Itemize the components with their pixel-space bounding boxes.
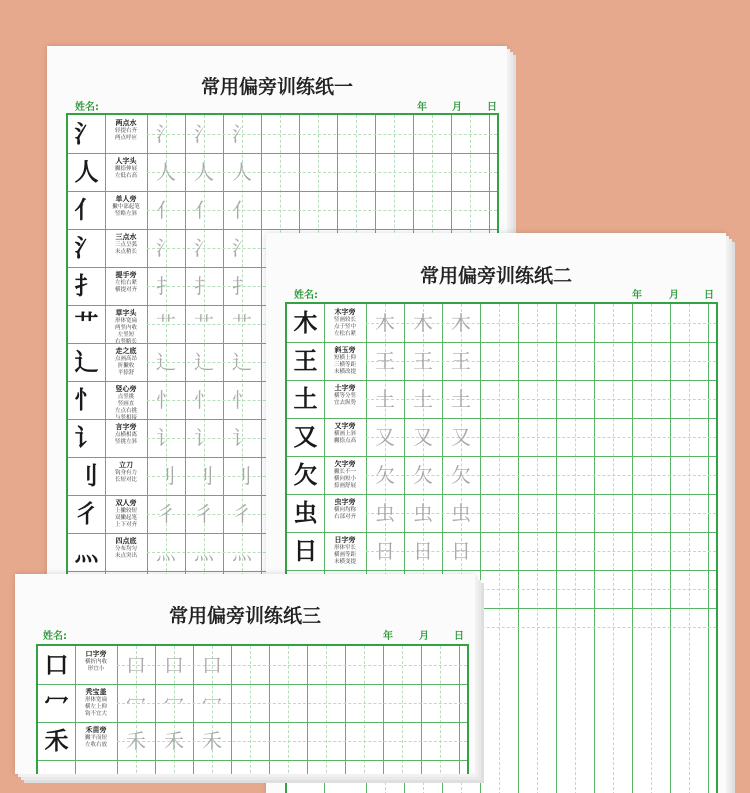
radical-tip: 轻提右齐 两点呼应 <box>114 128 137 141</box>
radical-info <box>105 229 147 267</box>
day-label: 日 <box>454 631 464 642</box>
radical-info <box>75 760 117 774</box>
trace-character: 氵 <box>156 236 176 260</box>
trace-character: 讠 <box>194 426 214 450</box>
model-character: 土 <box>293 384 318 413</box>
trace-character: 彳 <box>232 502 252 526</box>
trace-character: 刂 <box>232 464 252 488</box>
trace-character: 艹 <box>156 312 176 336</box>
trace-character: 氵 <box>156 122 176 146</box>
radical-tip: 点横相离 竖挑左斜 <box>114 432 137 445</box>
trace-character: 王 <box>413 349 433 373</box>
grid-guide <box>537 304 538 793</box>
trace-character: 土 <box>375 387 395 411</box>
radical-name: 言字旁 <box>115 423 137 431</box>
trace-character: 扌 <box>194 274 214 298</box>
month-label: 月 <box>419 631 429 642</box>
radical-name: 四点底 <box>115 537 137 545</box>
practice-sheet-3 <box>15 574 475 774</box>
radical-info <box>105 495 147 533</box>
model-character: 刂 <box>74 461 99 490</box>
radical-info <box>105 191 147 229</box>
grid-line <box>556 304 557 793</box>
grid-guide <box>575 304 576 793</box>
grid-line <box>287 570 716 571</box>
trace-character: 辶 <box>194 350 214 374</box>
name-label: 姓名: <box>294 290 318 301</box>
year-label: 年 <box>417 102 427 113</box>
grid-line <box>632 304 633 793</box>
radical-info <box>105 153 147 191</box>
radical-name: 提手旁 <box>115 271 137 279</box>
trace-character: 辶 <box>156 350 176 374</box>
model-character: 扌 <box>74 271 99 300</box>
name-label: 姓名: <box>75 102 99 113</box>
grid-guide <box>651 304 652 793</box>
trace-character: 灬 <box>156 540 176 564</box>
trace-character: 日 <box>375 539 395 563</box>
trace-character: 日 <box>413 539 433 563</box>
radical-tip: 撇平而短 左收右放 <box>84 735 107 748</box>
model-character: 又 <box>293 422 318 451</box>
trace-character: 人 <box>156 160 176 184</box>
radical-info <box>105 115 147 153</box>
radical-name: 禾苗旁 <box>85 726 107 734</box>
model-character: 彳 <box>74 499 99 528</box>
radical-tip: 横向均称 右部对齐 <box>333 507 356 520</box>
name-label: 姓名: <box>43 631 67 642</box>
model-character: 冖 <box>44 688 69 717</box>
model-character: 氵 <box>74 233 99 262</box>
trace-character: 冖 <box>202 691 222 715</box>
model-character: 日 <box>293 536 318 565</box>
radical-tip: 左松右紧 横提对齐 <box>114 280 137 293</box>
grid-guide <box>499 304 500 793</box>
year-label: 年 <box>632 290 642 301</box>
grid-line <box>518 304 519 793</box>
radical-info <box>324 380 366 418</box>
model-character: 木 <box>293 308 318 337</box>
trace-character: 彳 <box>156 502 176 526</box>
trace-character: 土 <box>451 387 471 411</box>
radical-name: 人字头 <box>115 157 137 165</box>
trace-character: 王 <box>375 349 395 373</box>
radical-info <box>105 419 147 457</box>
radical-info <box>75 646 117 684</box>
radical-name: 日字旁 <box>334 536 356 544</box>
month-label: 月 <box>452 102 462 113</box>
radical-tip: 钩身有力 长短对比 <box>114 470 137 483</box>
trace-character: 木 <box>413 311 433 335</box>
model-character: 辶 <box>74 347 99 376</box>
radical-name: 双人旁 <box>115 499 137 507</box>
trace-character: 氵 <box>232 236 252 260</box>
sheet-title: 常用偏旁训练纸三 <box>168 605 321 627</box>
model-character: 禾 <box>44 726 69 755</box>
model-character: 口 <box>44 650 69 679</box>
radical-name: 土字旁 <box>334 384 356 392</box>
model-character: 人 <box>74 157 99 186</box>
radical-tip: 撇捺伸展 左低右高 <box>114 166 137 179</box>
model-character: 亻 <box>74 195 99 224</box>
radical-info <box>324 342 366 380</box>
trace-character: 亻 <box>194 198 214 222</box>
trace-character: 又 <box>413 425 433 449</box>
trace-character: 虫 <box>375 501 395 525</box>
grid-guide <box>689 304 690 793</box>
trace-character: 欠 <box>413 463 433 487</box>
radical-tip: 三点呈弧 末点稍长 <box>114 242 137 255</box>
model-character: 虫 <box>293 498 318 527</box>
radical-name: 又字旁 <box>334 422 356 430</box>
radical-tip: 形体窄长 横画等距 末横变提 <box>333 545 356 565</box>
radical-tip: 分布均匀 末点突出 <box>114 546 137 559</box>
radical-info <box>105 305 147 343</box>
radical-info <box>75 722 117 760</box>
radical-tip: 形体宽扁 两竖内收 左竖短 右竖略长 <box>114 318 137 345</box>
trace-character: 彳 <box>194 502 214 526</box>
grid-line <box>670 304 671 793</box>
trace-character: 忄 <box>194 388 214 412</box>
model-character: 王 <box>293 346 318 375</box>
radical-tip: 上撇较短 双撇起笔 上下对齐 <box>114 508 137 528</box>
radical-tip: 形体宽扁 横左上仰 钩不宜大 <box>84 697 107 717</box>
trace-character: 艹 <box>232 312 252 336</box>
radical-info <box>324 418 366 456</box>
trace-character: 又 <box>451 425 471 449</box>
radical-name: 单人旁 <box>115 195 137 203</box>
trace-character: 讠 <box>232 426 252 450</box>
month-label: 月 <box>669 290 679 301</box>
trace-character: 虫 <box>413 501 433 525</box>
grid-line <box>480 304 481 793</box>
trace-character: 氵 <box>232 122 252 146</box>
radical-tip: 点画高昂 折撇收 平捺舒 <box>114 356 137 376</box>
radical-info <box>75 684 117 722</box>
trace-character: 虫 <box>451 501 471 525</box>
day-label: 日 <box>704 290 714 301</box>
trace-character: 氵 <box>194 122 214 146</box>
radical-tip: 点竖挑 竖画直 左点右挑 与竖相接 <box>114 394 137 421</box>
radical-info <box>105 343 147 381</box>
radical-info <box>105 457 147 495</box>
radical-name: 立刀 <box>119 461 133 469</box>
grid-line <box>708 304 709 793</box>
radical-tip: 竖画较长 点于竖中 左松右紧 <box>333 317 356 337</box>
trace-character: 灬 <box>194 540 214 564</box>
trace-character: 刂 <box>194 464 214 488</box>
trace-character: 扌 <box>156 274 176 298</box>
trace-character: 欠 <box>451 463 471 487</box>
trace-character: 木 <box>375 311 395 335</box>
day-label: 日 <box>487 102 497 113</box>
radical-info <box>105 267 147 305</box>
model-character: 氵 <box>74 119 99 148</box>
radical-name: 欠字旁 <box>334 460 356 468</box>
radical-tip: 短横上仰 三横等距 末横改提 <box>333 355 356 375</box>
model-character: 艹 <box>74 309 99 338</box>
radical-name: 三点水 <box>115 233 137 241</box>
radical-tip: 撇长不一 横向短小 捺画舒展 <box>333 469 356 489</box>
radical-name: 秃宝盖 <box>85 688 107 696</box>
radical-tip: 横画上斜 撇捺点高 <box>333 431 356 444</box>
trace-character: 冖 <box>126 691 146 715</box>
radical-name: 虫字旁 <box>334 498 356 506</box>
radical-name: 走之底 <box>115 347 137 355</box>
radical-name: 竖心旁 <box>115 385 137 393</box>
grid-guide <box>613 304 614 793</box>
radical-info <box>324 456 366 494</box>
model-character: 讠 <box>74 423 99 452</box>
radical-info <box>105 533 147 571</box>
trace-character: 欠 <box>375 463 395 487</box>
trace-character: 亻 <box>156 198 176 222</box>
trace-character: 氵 <box>194 236 214 260</box>
radical-name: 草字头 <box>115 309 137 317</box>
trace-character: 辶 <box>232 350 252 374</box>
trace-character: 扌 <box>232 274 252 298</box>
trace-character: 忄 <box>156 388 176 412</box>
trace-character: 木 <box>451 311 471 335</box>
radical-name: 木字旁 <box>334 308 356 316</box>
trace-character: 口 <box>202 653 222 677</box>
trace-character: 灬 <box>232 540 252 564</box>
trace-character: 禾 <box>126 729 146 753</box>
trace-character: 人 <box>194 160 214 184</box>
model-character: 欠 <box>293 460 318 489</box>
trace-character: 亻 <box>232 198 252 222</box>
model-character: 忄 <box>74 385 99 414</box>
sheet-title: 常用偏旁训练纸二 <box>419 265 572 287</box>
trace-character: 土 <box>413 387 433 411</box>
sheet-title: 常用偏旁训练纸一 <box>200 76 353 98</box>
trace-character: 又 <box>375 425 395 449</box>
radical-tip: 撇中部起笔 竖略左斜 <box>112 204 140 217</box>
year-label: 年 <box>383 631 393 642</box>
trace-character: 王 <box>451 349 471 373</box>
model-character: 灬 <box>74 537 99 566</box>
trace-character: 禾 <box>202 729 222 753</box>
trace-character: 冖 <box>164 691 184 715</box>
practice-grid <box>36 644 469 774</box>
trace-character: 禾 <box>164 729 184 753</box>
radical-info <box>105 381 147 419</box>
radical-tip: 横等分竖 宜去纵势 <box>333 393 356 406</box>
radical-tip: 横折内收 形宜小 <box>84 659 107 672</box>
radical-name: 口字旁 <box>85 650 107 658</box>
radical-info <box>324 532 366 570</box>
trace-character: 忄 <box>232 388 252 412</box>
trace-character: 讠 <box>156 426 176 450</box>
radical-info <box>324 304 366 342</box>
grid-line <box>594 304 595 793</box>
radical-info <box>324 494 366 532</box>
trace-character: 刂 <box>156 464 176 488</box>
trace-character: 艹 <box>194 312 214 336</box>
trace-character: 人 <box>232 160 252 184</box>
trace-character: 口 <box>164 653 184 677</box>
trace-character: 日 <box>451 539 471 563</box>
trace-character: 口 <box>126 653 146 677</box>
radical-name: 斜玉旁 <box>334 346 356 354</box>
radical-name: 两点水 <box>115 119 137 127</box>
